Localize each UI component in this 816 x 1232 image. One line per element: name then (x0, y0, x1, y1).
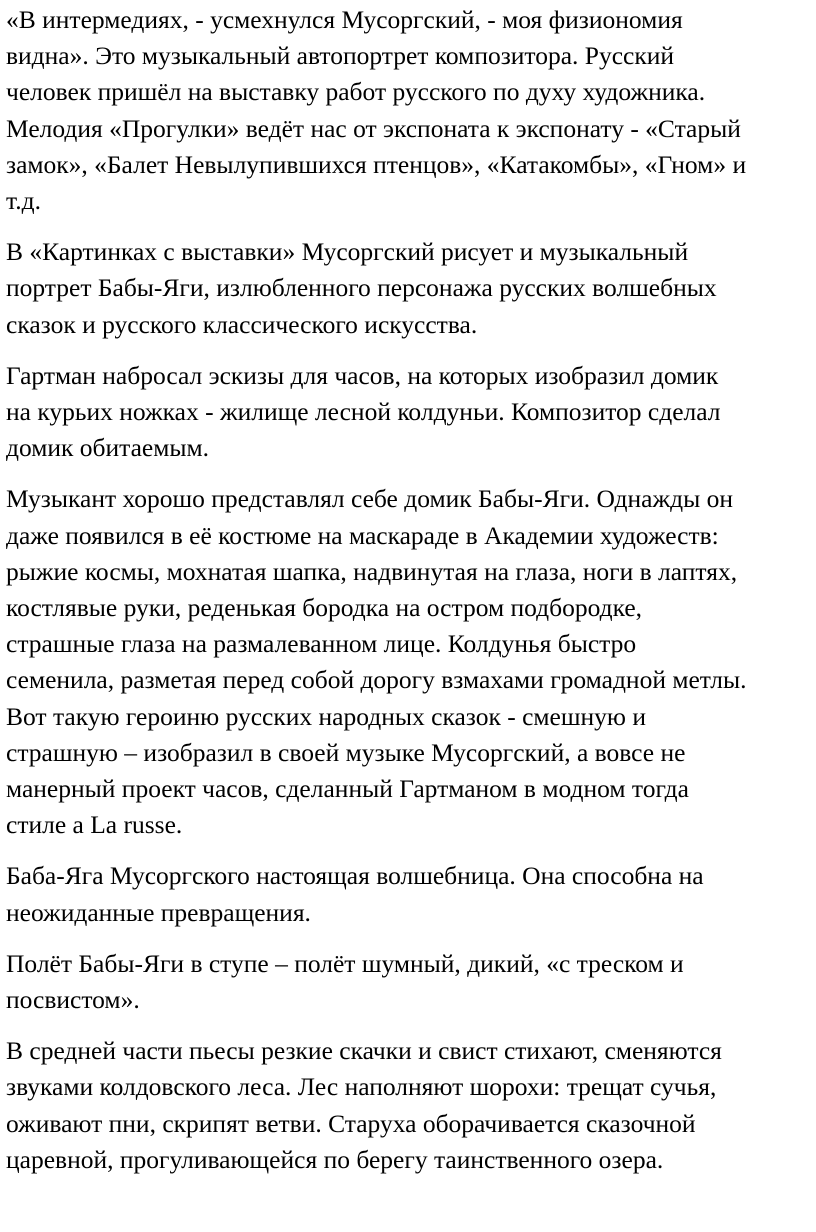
text-line: В средней части пьесы резкие скачки и свист стихают, сменяются (6, 1036, 722, 1066)
text-line: т.д. (6, 186, 41, 216)
paragraph (6, 858, 812, 930)
paragraph (6, 358, 812, 467)
text-line: В «Картинках с выставки» Мусоргский рисует и музыкальный (6, 237, 689, 267)
text-line: «В интермедиях, - усмехнулся Мусоргский, - моя физиономия (6, 5, 683, 34)
text-line: страшные глаза на размалеванном лице. Колдунья быстро (6, 629, 637, 659)
document-page (6, 2, 812, 1193)
text-line: страшную – изобразил в своей музыке Мусоргский, а вовсе не (6, 737, 686, 767)
text-line: Музыкант хорошо представлял себе домик Бабы-Яги. Однажды он (6, 484, 733, 514)
text-line: замок», «Балет Невылупившихся птенцов», «Катакомбы», «Гном» и (6, 149, 747, 179)
text-line: неожиданные превращения. (6, 897, 311, 927)
text-line: портрет Бабы-Яги, излюбленного персонажа русских волшебных (6, 273, 717, 303)
text-line: звуками колдовского леса. Лес наполняют шорохи: трещат сучья, (6, 1072, 717, 1102)
text-line: царевной, прогуливающейся по берегу таинственного озера. (6, 1144, 664, 1174)
text-line: костлявые руки, реденькая бородка на остром подбородке, (6, 593, 643, 623)
text-line: Вот такую героиню русских народных сказок - смешную и (6, 701, 646, 731)
paragraph (6, 946, 812, 1018)
text-line: оживают пни, скрипят ветви. Старуха оборачивается сказочной (6, 1108, 696, 1138)
text-line: человек пришёл на выставку работ русского по духу художника. (6, 77, 706, 107)
paragraph (6, 481, 812, 843)
text-line: сказок и русского классического искусства. (6, 309, 478, 339)
text-line: посвистом». (6, 985, 140, 1015)
text-line: Полёт Бабы-Яги в ступе – полёт шумный, дикий, «с треском и (6, 948, 684, 978)
paragraph (6, 1033, 812, 1178)
text-line: Гартман набросал эскизы для часов, на которых изобразил домик (6, 360, 719, 390)
text-line: видна». Это музыкальный автопортрет композитора. Русский (6, 41, 675, 71)
text-line: Баба-Яга Мусоргского настоящая волшебница. Она способна на (6, 861, 704, 891)
text-line: стиле a La russe. (6, 810, 183, 840)
text-line: манерный проект часов, сделанный Гартманом в модном тогда (6, 774, 689, 804)
text-line: домик обитаемым. (6, 433, 210, 463)
text-line: рыжие космы, мохнатая шапка, надвинутая на глаза, ноги в лаптях, (6, 556, 738, 586)
paragraph (6, 2, 812, 219)
text-line: даже появился в её костюме на маскараде в Академии художеств: (6, 520, 719, 550)
text-line: Мелодия «Прогулки» ведёт нас от экспоната к экспонату - «Старый (6, 113, 741, 143)
text-line: на курьих ножках - жилище лесной колдуньи. Композитор сделал (6, 397, 721, 427)
text-line: семенила, разметая перед собой дорогу взмахами громадной метлы. (6, 665, 747, 695)
paragraph (6, 234, 812, 343)
